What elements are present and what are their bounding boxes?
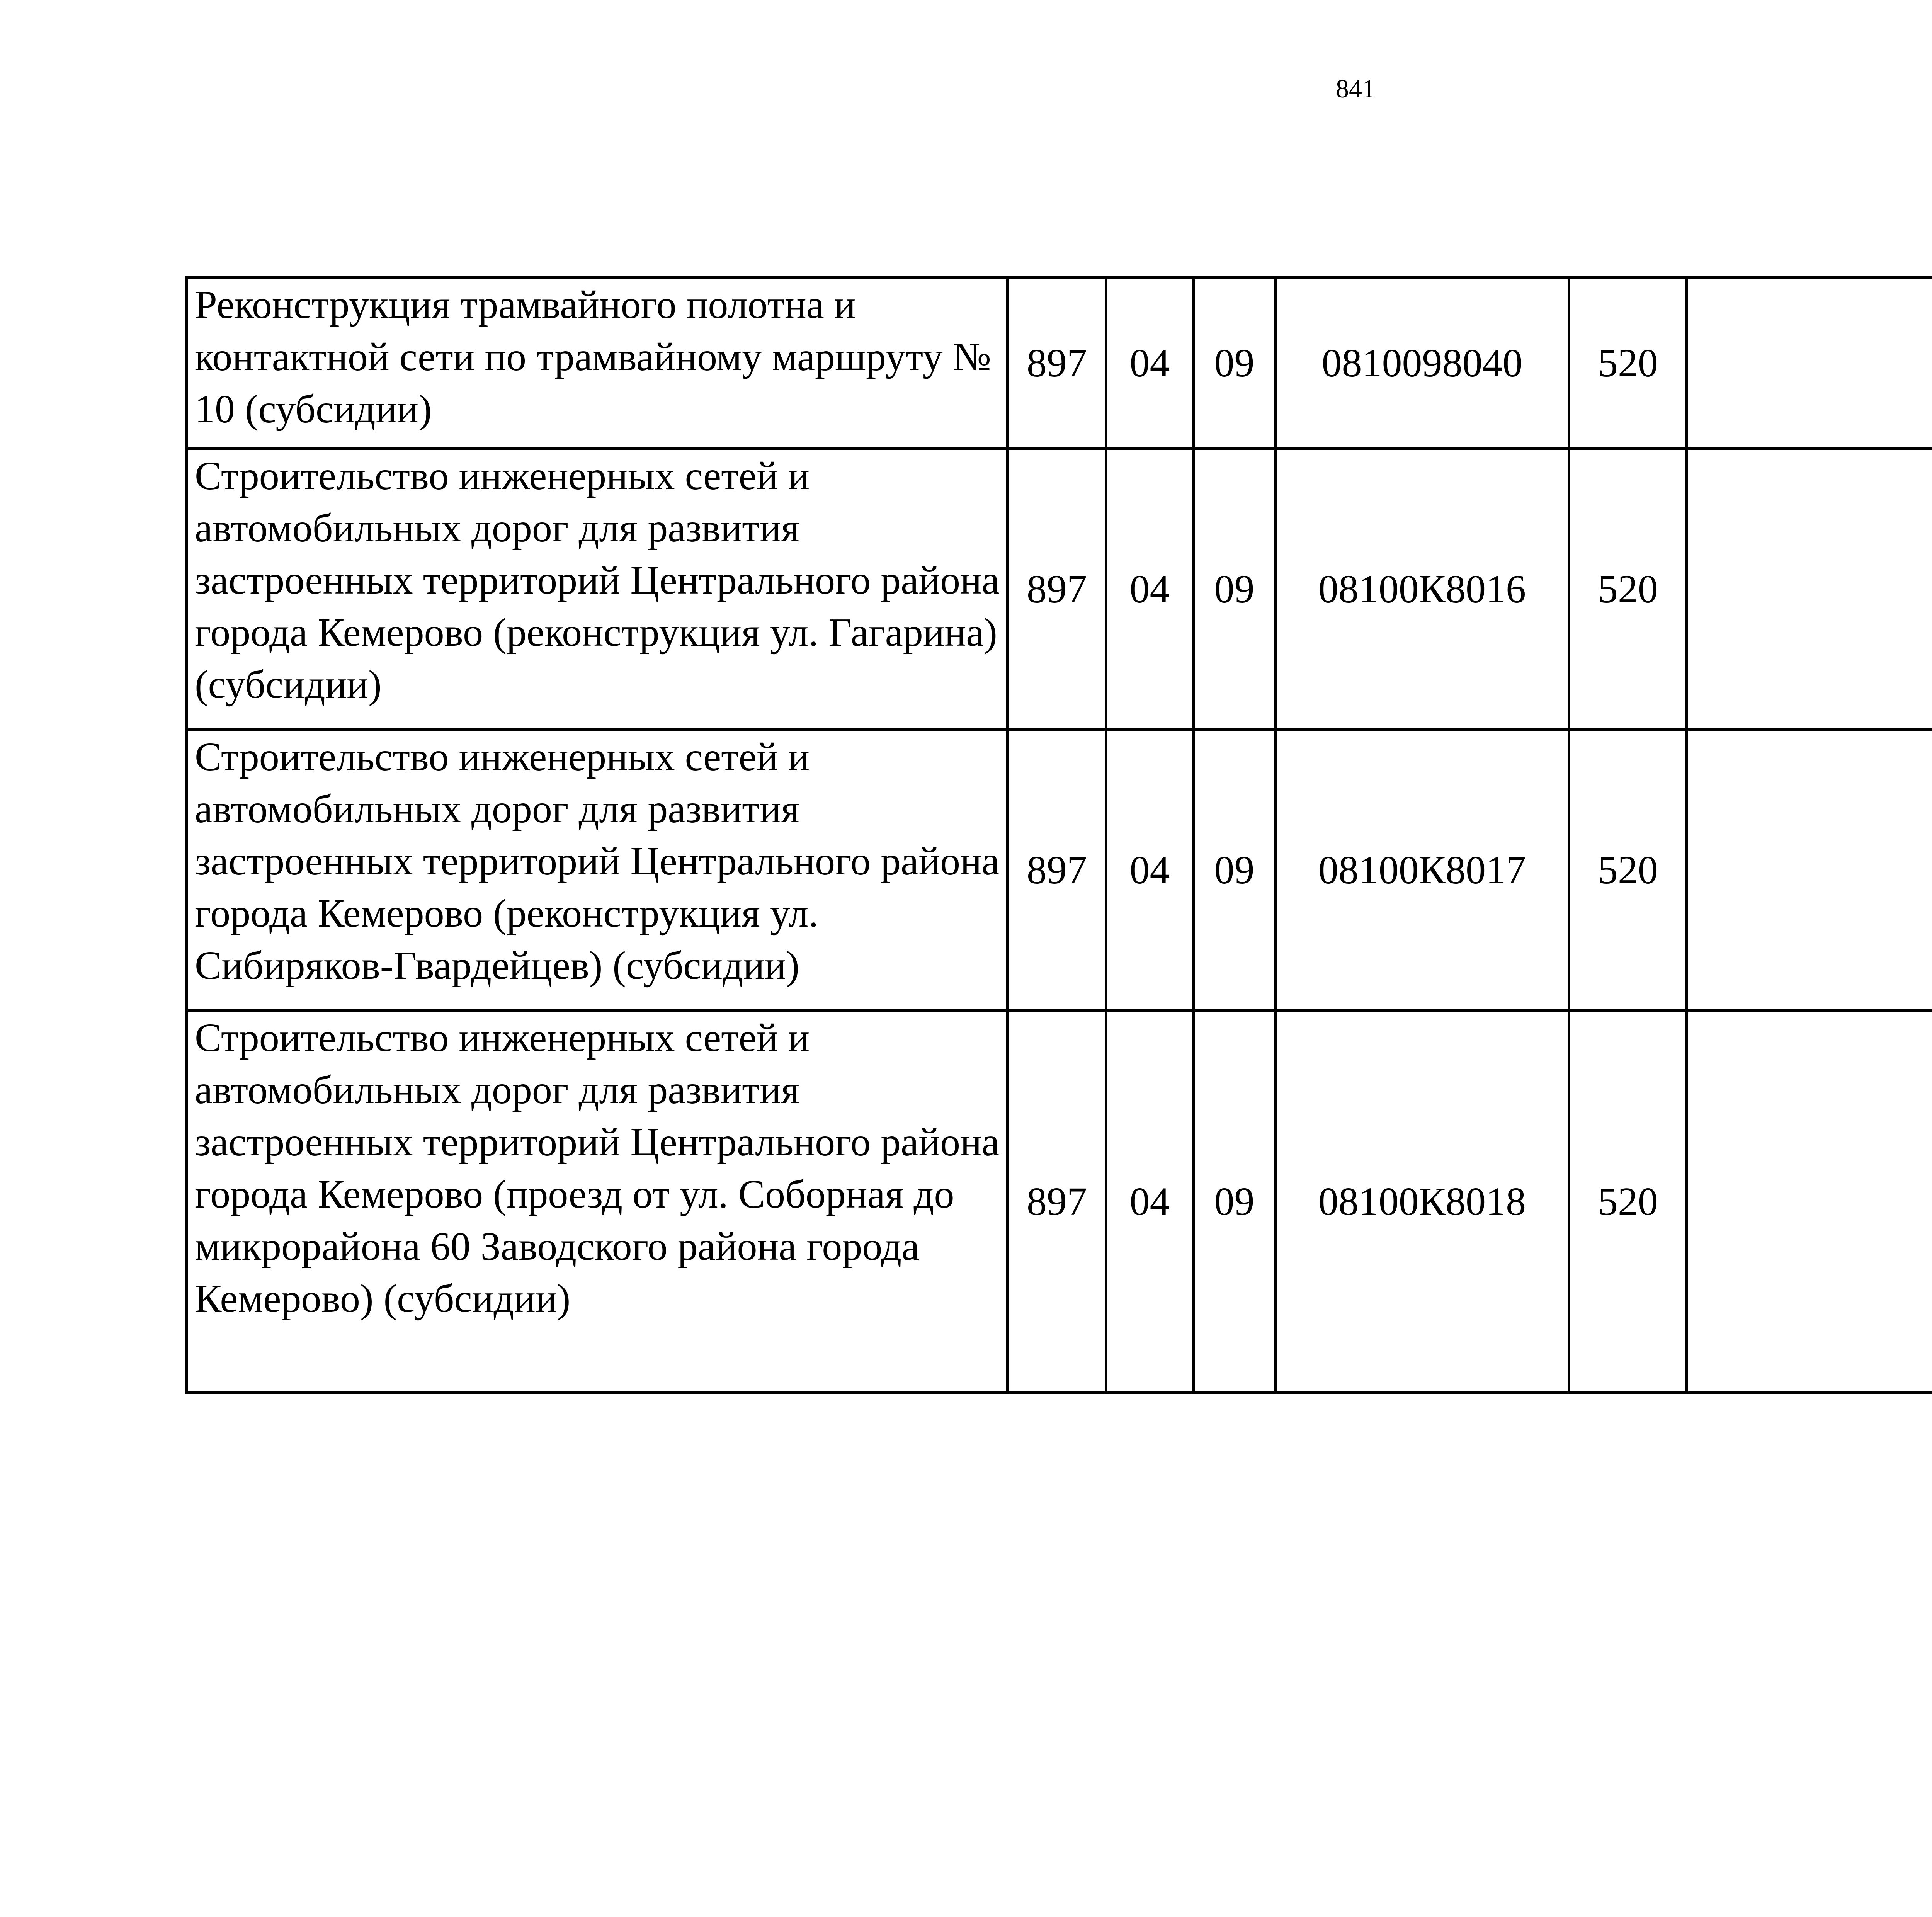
section-code-cell: 04 [1106,449,1194,730]
expense-type-cell: 520 [1569,449,1687,730]
expense-name-cell: Строительство инженерных сетей и автомобильных дорог для развития застроенных территорий Центрального района города Кемерово (реконструкция ул. Сибиряков-Гвардейцев) (субсидии) [187,730,1008,1010]
ministry-code-cell: 897 [1008,277,1106,449]
expense-type-cell: 520 [1569,277,1687,449]
target-article-cell: 08100К8016 [1276,449,1569,730]
expense-name-cell: Строительство инженерных сетей и автомобильных дорог для развития застроенных территорий Центрального района города Кемерово (проезд от ул. Соборная до микрорайона 60 Заводского района города Кемерово) (субсидии) [187,1010,1008,1393]
expense-type-cell: 520 [1569,1010,1687,1393]
target-article-cell: 08100К8017 [1276,730,1569,1010]
section-code-cell: 04 [1106,1010,1194,1393]
page-number: 841 [1336,74,1375,103]
table-row [187,1010,1932,1393]
subsection-code-cell: 09 [1194,277,1276,449]
ministry-code-cell: 897 [1008,1010,1106,1393]
section-code-cell: 04 [1106,277,1194,449]
empty-cell [1687,1010,1932,1393]
empty-cell [1687,449,1932,730]
ministry-code-cell: 897 [1008,730,1106,1010]
section-code-cell: 04 [1106,730,1194,1010]
expense-name-cell: Реконструкция трамвайного полотна и контактной сети по трамвайному маршруту № 10 (субсидии) [187,277,1008,449]
table-row [187,449,1932,730]
subsection-code-cell: 09 [1194,449,1276,730]
target-article-cell: 0810098040 [1276,277,1569,449]
expense-name-cell: Строительство инженерных сетей и автомобильных дорог для развития застроенных территорий Центрального района города Кемерово (реконструкция ул. Гагарина) (субсидии) [187,449,1008,730]
empty-cell [1687,277,1932,449]
target-article-cell: 08100К8018 [1276,1010,1569,1393]
subsection-code-cell: 09 [1194,730,1276,1010]
ministry-code-cell: 897 [1008,449,1106,730]
subsection-code-cell: 09 [1194,1010,1276,1393]
table-row [187,730,1932,1010]
table-row [187,277,1932,449]
expense-type-cell: 520 [1569,730,1687,1010]
budget-table [185,276,1932,1394]
empty-cell [1687,730,1932,1010]
